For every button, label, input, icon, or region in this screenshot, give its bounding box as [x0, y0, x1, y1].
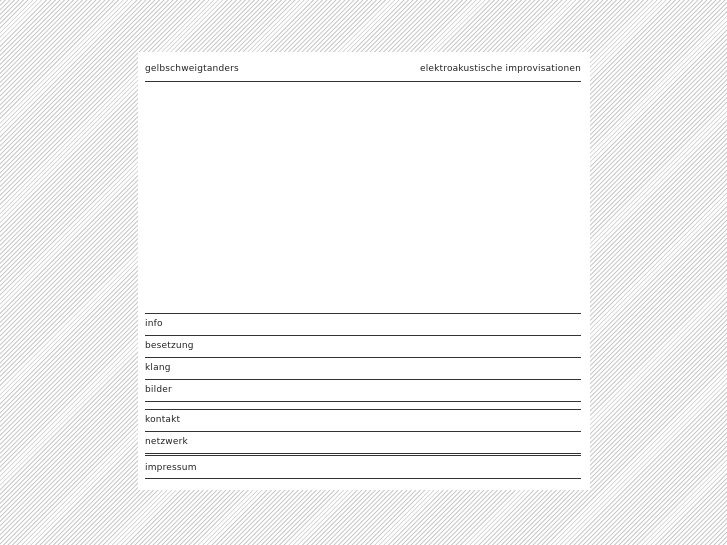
nav-item-label[interactable]: bilder	[145, 385, 172, 395]
nav-item-label[interactable]: impressum	[145, 463, 197, 473]
nav-item-label[interactable]: kontakt	[145, 415, 181, 425]
site-name[interactable]: gelbschweigtanders	[145, 64, 239, 74]
nav-item-label[interactable]: klang	[145, 363, 171, 373]
nav-item-netzwerk[interactable]	[145, 432, 581, 456]
nav-item-label[interactable]: netzwerk	[145, 437, 188, 447]
nav-item-label[interactable]: besetzung	[145, 341, 194, 351]
nav-item-impressum[interactable]	[145, 456, 581, 479]
site-header	[145, 52, 581, 82]
nav-item-label[interactable]: info	[145, 319, 163, 329]
nav-item-besetzung[interactable]	[145, 336, 581, 358]
nav-item-info[interactable]	[145, 314, 581, 336]
nav-item-kontakt[interactable]	[145, 410, 581, 432]
main-panel	[138, 52, 590, 490]
primary-navigation	[145, 313, 581, 402]
nav-item-bilder[interactable]	[145, 380, 581, 402]
nav-item-klang[interactable]	[145, 358, 581, 380]
secondary-navigation	[145, 409, 581, 479]
site-tagline: elektroakustische improvisationen	[419, 64, 581, 74]
content-area	[145, 82, 581, 313]
